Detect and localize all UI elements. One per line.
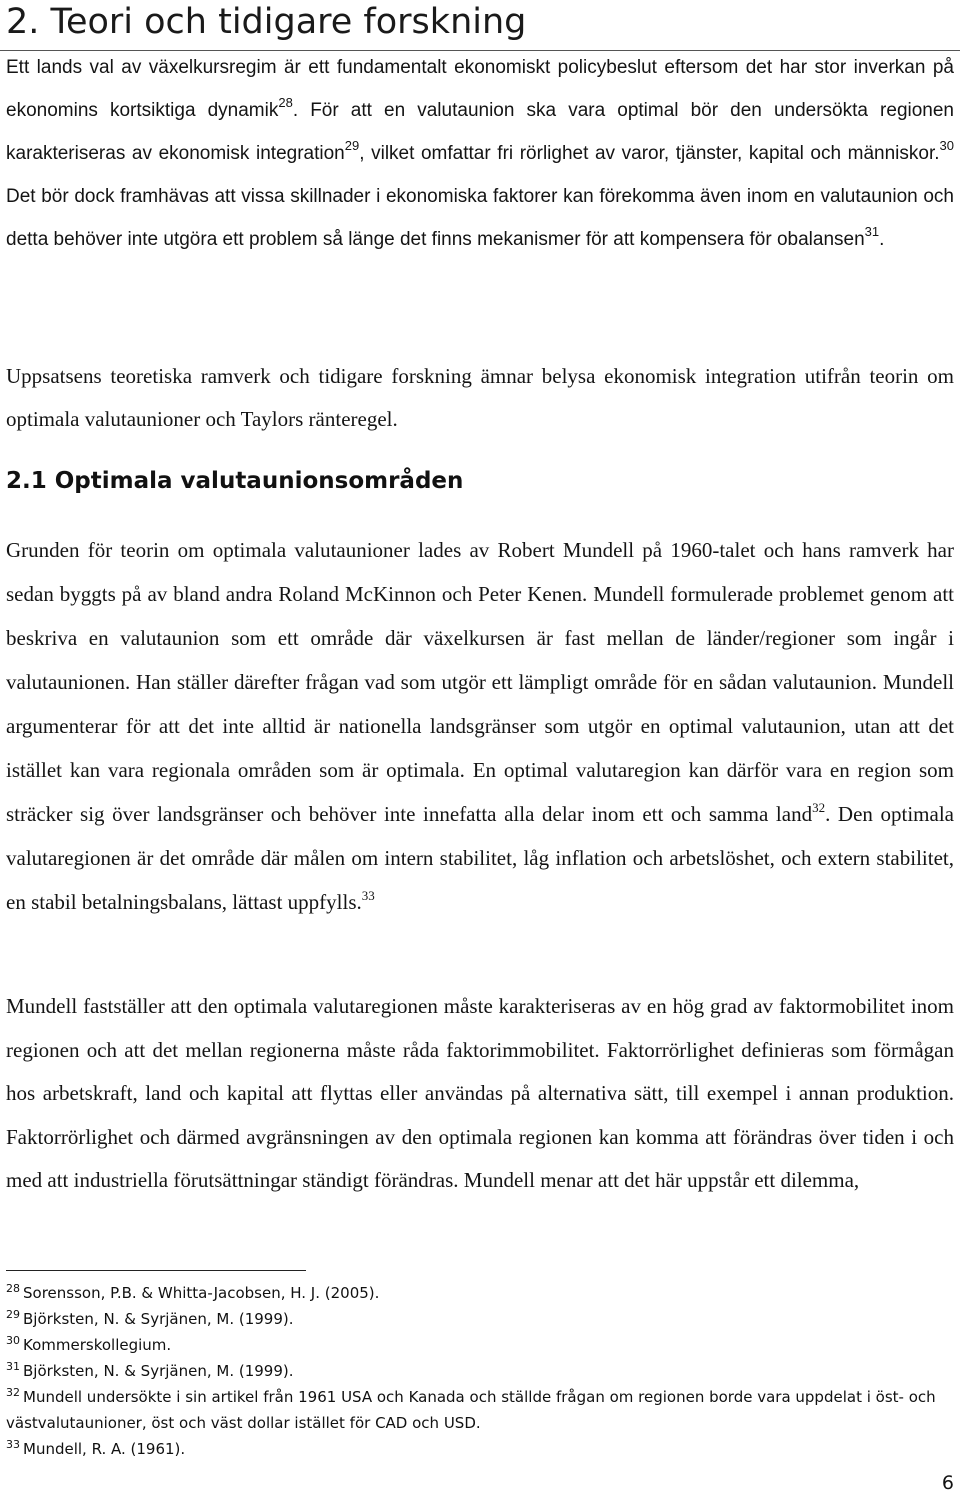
section-heading: 2.1 Optimala valutaunionsområden (6, 468, 464, 494)
footnote-text: Mundell, R. A. (1961). (23, 1440, 186, 1458)
footnote-number: 31 (6, 1360, 20, 1373)
footnote-ref-28[interactable]: 28 (278, 95, 293, 110)
footnote-number: 30 (6, 1334, 20, 1347)
paragraph-intro-text: . För att en valutaunion ska vara optimal bör den undersökta regionen karakteriseras av ekonomisk integration (6, 100, 954, 164)
footnote-text: Mundell undersökte i sin artikel från 1961 USA och Kanada och ställde frågan om regionen borde vara uppdelat i öst- och västvalutaunioner, öst och väst dollar istället för CAD och USD. (6, 1388, 936, 1432)
footnote-ref-33[interactable]: 33 (361, 888, 375, 903)
footnote-item (6, 1436, 954, 1462)
footnote-ref-29[interactable]: 29 (344, 138, 360, 153)
footnote-item (6, 1358, 954, 1384)
paragraph-theory-text: Grunden för teorin om optimala valutaunioner lades av Robert Mundell på 1960-talet och hans ramverk har sedan byggts på av bland andra Roland McKinnon och Peter Kenen. Mundell formulerade problemet genom att beskriva en valutaunion som ett område där växelkursen är fast mellan de länder/regioner som ingår i valutaunionen. Han ställer därefter frågan vad som utgör ett lämpligt område för en sådan valutaunion. Mundell argumenterar för att det inte alltid är nationella landsgränser som utgör en optimal valutaunion, utan att det istället kan vara regionala områden som är optimala. En optimal valutaregion kan därför vara en region som sträcker sig över landsgränser och behöver inte innefatta alla delar inom ett och samma land (6, 538, 954, 826)
footnote-item (6, 1306, 954, 1332)
footnote-number: 32 (6, 1386, 20, 1399)
paragraph-theory (6, 528, 954, 924)
paragraph-theory-text: . Den optimala valutaregionen är det område där målen om intern stabilitet, låg inflation och arbetslöshet, och extern stabilitet, en stabil betalningsbalans, lättast uppfylls. (6, 802, 954, 914)
footnote-ref-30[interactable]: 30 (939, 138, 955, 153)
chapter-heading: 2. Teori och tidigare forskning (6, 2, 527, 42)
footnotes (6, 1280, 954, 1462)
footnote-text: Kommerskollegium. (23, 1336, 172, 1354)
footnote-text: Björksten, N. & Syrjänen, M. (1999). (23, 1310, 294, 1328)
footnote-text: Sorensson, P.B. & Whitta-Jacobsen, H. J. (2005). (23, 1284, 380, 1302)
paragraph-intro-text: Ett lands val av växelkursregim är ett fundamentalt ekonomiskt policybeslut eftersom det har stor inverkan på ekonomins kortsiktiga dynamik (6, 57, 954, 121)
footnote-number: 29 (6, 1308, 20, 1321)
paragraph-intro-text: , vilket omfattar fri rörlighet av varor, tjänster, kapital och människor. (359, 143, 940, 164)
footnote-item (6, 1332, 954, 1358)
footnote-number: 28 (6, 1282, 20, 1295)
footnote-text: Björksten, N. & Syrjänen, M. (1999). (23, 1362, 294, 1380)
footnote-separator (6, 1270, 306, 1271)
footnote-number: 33 (6, 1438, 20, 1451)
footnote-item (6, 1384, 954, 1436)
paragraph-intro-text: Det bör dock framhävas att vissa skillnader i ekonomiska faktorer kan förekomma även inom en valutaunion och detta behöver inte utgöra ett problem så länge det finns mekanismer för att kompensera för obalansen (6, 186, 954, 250)
footnote-ref-31[interactable]: 31 (864, 224, 880, 239)
paragraph-intro-text: . (879, 229, 885, 250)
paragraph-framework: Uppsatsens teoretiska ramverk och tidigare forskning ämnar belysa ekonomisk integration utifrån teorin om optimala valutaunioner och Taylors ränteregel. (6, 364, 954, 431)
footnote-ref-32[interactable]: 32 (812, 800, 826, 815)
paragraph-intro (6, 46, 954, 261)
footnote-item (6, 1280, 954, 1306)
paragraph-mobility: Mundell fastställer att den optimala valutaregionen måste karakteriseras av en hög grad av faktormobilitet inom regionen och att det mellan regionerna måste råda faktorimmobilitet. Faktorrörlighet definieras som förmågan hos arbetskraft, land och kapital att flyttas eller användas på alternativa sätt, till exempel i annan produktion. Faktorrörlighet och därmed avgränsningen av den optimala regionen kan komma att förändras över tiden i och med att industriella förutsättningar ständigt förändras. Mundell menar att det här uppstår ett dilemma, (6, 994, 954, 1192)
page-number: 6 (941, 1472, 954, 1494)
